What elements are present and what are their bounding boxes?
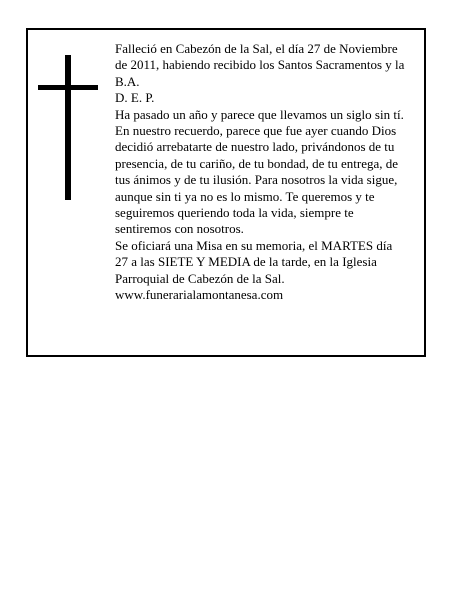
mass-announcement: Se oficiará una Misa en su memoria, el MARTES día 27 a las SIETE Y MEDIA de la tarde, en la Iglesia Parroquial de Cabezón de la Sal. xyxy=(115,237,393,286)
obituary-notice xyxy=(26,28,426,357)
rip-text: D. E. P. xyxy=(115,90,155,106)
death-announcement: Falleció en Cabezón de la Sal, el día 27 de Noviembre de 2011, habiendo recibido los Santos Sacramentos y la B.A. xyxy=(115,41,405,89)
cross-vertical-bar xyxy=(65,55,71,200)
notice-text xyxy=(115,41,421,304)
cross-icon xyxy=(38,55,98,200)
funeral-home-website: www.funerarialamontanesa.com xyxy=(115,287,284,303)
tribute-paragraph: Ha pasado un año y parece que llevamos un siglo sin tí. En nuestro recuerdo, parece que fue ayer cuando Dios decidió arrebatarte de nuestro lado, privándonos de tu presencia, de tu cariño, de tu bondad, de tu entrega, de tus ánimos y de tu ilusión. Para nosotros la vida sigue, aunque sin ti ya no es lo mismo. Te queremos y te seguiremos queriendo toda la vida, siempre te sentiremos con nosotros. xyxy=(115,106,404,237)
cross-horizontal-bar xyxy=(38,85,98,90)
